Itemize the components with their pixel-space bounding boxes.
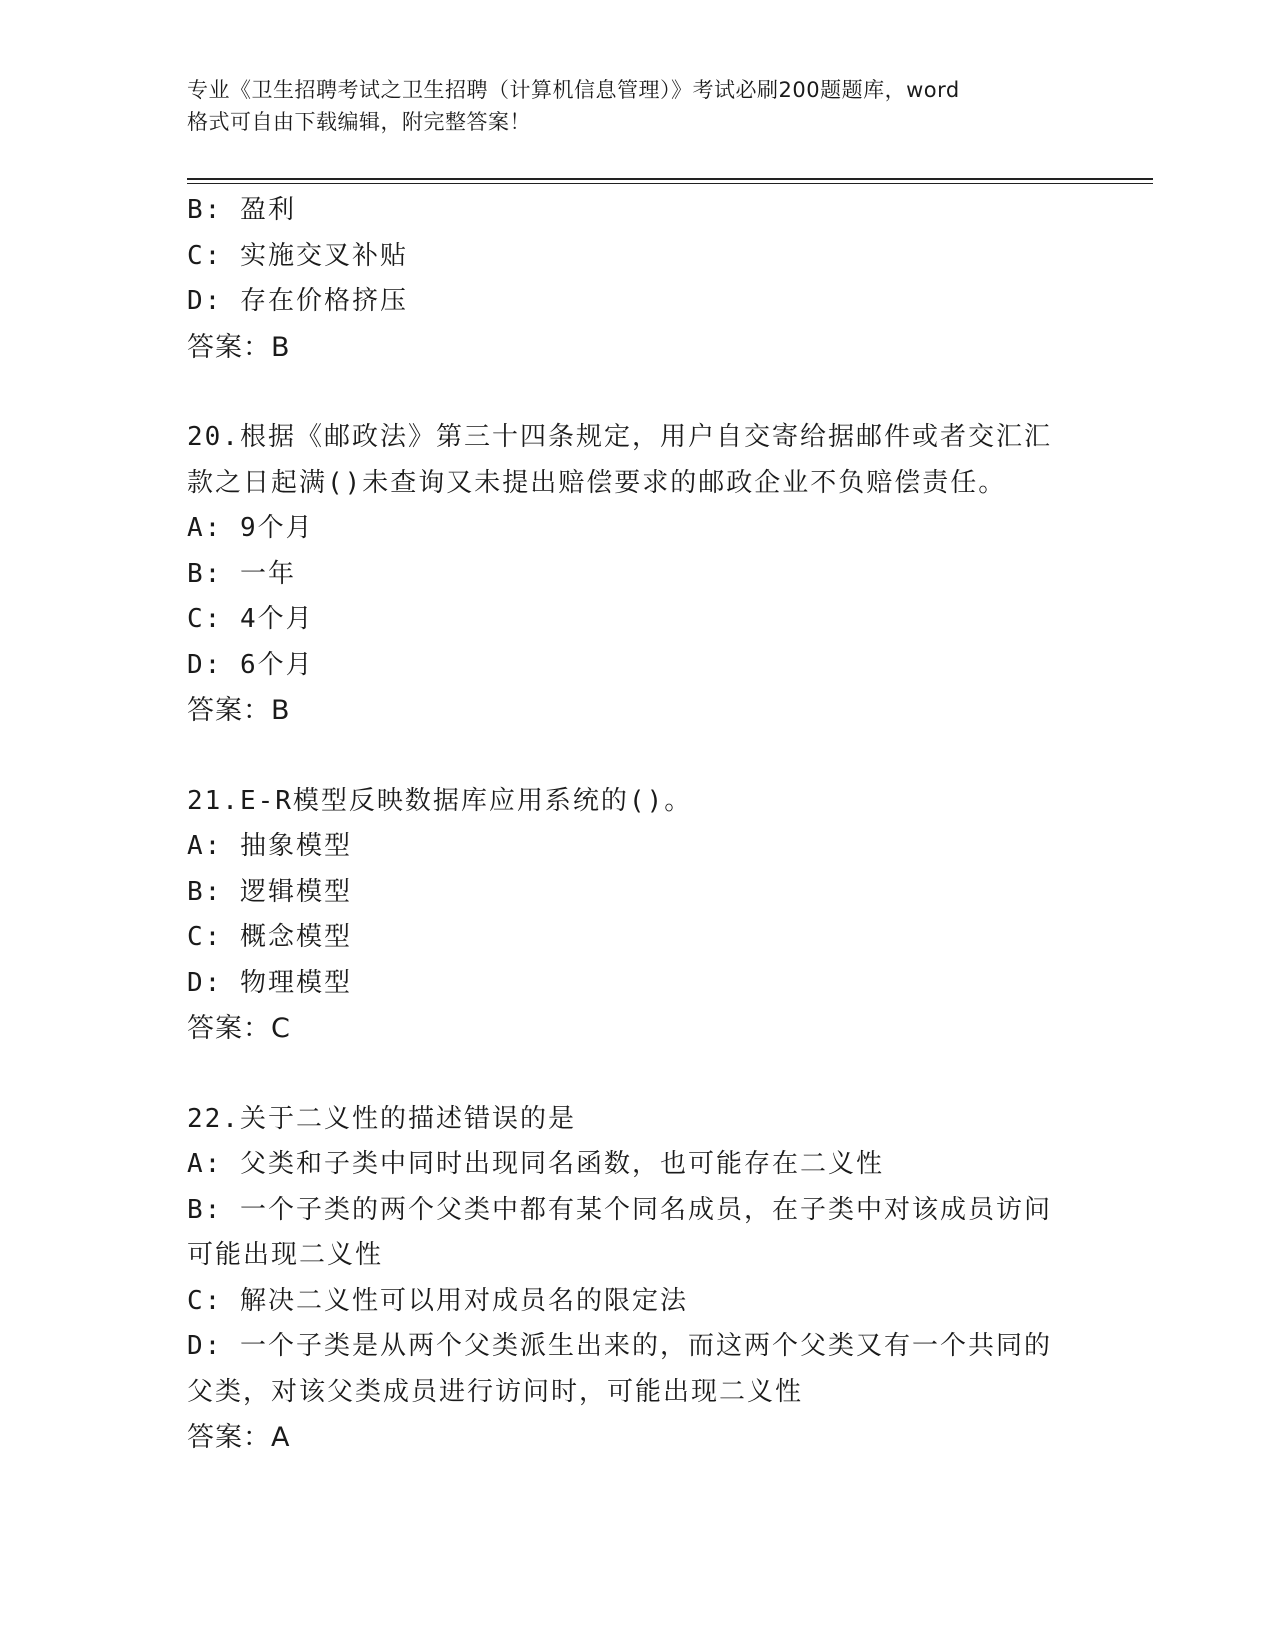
header-divider-thin <box>187 183 1153 184</box>
question-19 <box>187 188 1087 370</box>
question-stem-continued: 款之日起满()未查询又未提出赔偿要求的邮政企业不负赔偿责任。 <box>187 467 1007 498</box>
option-b: B: 一年 <box>187 558 296 589</box>
question-22 <box>187 1097 1087 1461</box>
header-line-2: 格式可自由下载编辑，附完整答案！ <box>187 110 531 134</box>
option-b: B: 盈利 <box>187 195 296 225</box>
question-stem: 22.关于二义性的描述错误的是 <box>187 1103 576 1134</box>
option-b-continued: 可能出现二义性 <box>187 1240 384 1270</box>
option-a: A: 父类和子类中同时出现同名函数，也可能存在二义性 <box>187 1149 884 1179</box>
option-d: D: 存在价格挤压 <box>187 286 408 316</box>
option-d: D: 一个子类是从两个父类派生出来的，而这两个父类又有一个共同的 <box>187 1331 1052 1361</box>
spacer <box>187 734 1087 779</box>
option-d: D: 6个月 <box>187 649 314 680</box>
answer: 答案：C <box>187 1013 291 1044</box>
question-stem: 21.E-R模型反映数据库应用系统的()。 <box>187 785 693 816</box>
document-header <box>187 74 1087 138</box>
question-20 <box>187 415 1087 734</box>
answer: 答案：B <box>187 695 291 726</box>
option-a: A: 9个月 <box>187 513 314 543</box>
question-list <box>187 188 1087 1461</box>
option-b: B: 逻辑模型 <box>187 876 352 907</box>
header-divider-thick <box>187 178 1153 180</box>
option-d: D: 物理模型 <box>187 967 352 998</box>
option-a: A: 抽象模型 <box>187 831 352 861</box>
option-c: C: 4个月 <box>187 604 314 634</box>
spacer <box>187 1052 1087 1097</box>
spacer <box>187 370 1087 415</box>
option-c: C: 实施交叉补贴 <box>187 240 408 271</box>
question-21 <box>187 779 1087 1052</box>
answer: 答案：B <box>187 331 291 363</box>
option-b: B: 一个子类的两个父类中都有某个同名成员，在子类中对该成员访问 <box>187 1194 1052 1225</box>
option-c: C: 概念模型 <box>187 922 352 952</box>
header-line-1: 专业《卫生招聘考试之卫生招聘（计算机信息管理）》考试必刷200题题库，word <box>187 78 960 102</box>
option-d-continued: 父类，对该父类成员进行访问时，可能出现二义性 <box>187 1376 804 1407</box>
answer: 答案：A <box>187 1422 291 1453</box>
option-c: C: 解决二义性可以用对成员名的限定法 <box>187 1285 688 1316</box>
question-stem: 20.根据《邮政法》第三十四条规定，用户自交寄给据邮件或者交汇汇 <box>187 422 1052 452</box>
